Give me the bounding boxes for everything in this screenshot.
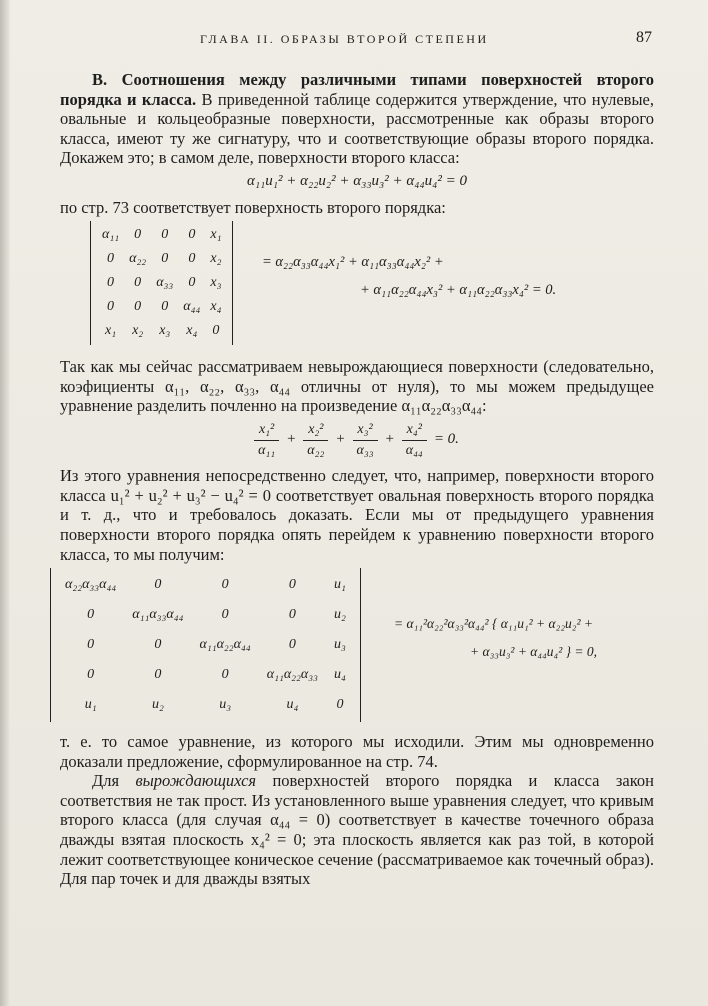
matrix-cell: α₃₃: [156, 275, 174, 291]
fraction-3-num: x₃²: [353, 420, 378, 441]
matrix-cell: 0: [134, 227, 142, 243]
determinant-2-rhs-line2: + α₃₃u₃² + α₄₄u₄² } = 0,: [470, 644, 598, 660]
paragraph-6: [60, 771, 654, 889]
fraction-4-num: x₄²: [402, 420, 427, 441]
fraction-1-num: x₁²: [254, 420, 279, 441]
matrix-cell: u₃: [334, 637, 346, 653]
fraction-2-num: x₂²: [303, 420, 328, 441]
determinant-2-rhs-line1: = α₁₁²α₂₂²α₃₃²α₄₄² { α₁₁u₁² + α₂₂u₂² +: [394, 616, 593, 632]
matrix-row: [97, 295, 226, 319]
running-head: [0, 29, 708, 52]
matrix-row: [57, 570, 354, 600]
matrix-cell: x₂: [132, 323, 144, 339]
determinant-1-block: [60, 221, 654, 351]
fraction-4: [402, 420, 427, 460]
matrix-cell: 0: [188, 251, 196, 267]
matrix-cell: x₂: [210, 251, 222, 267]
determinant-2-table: [57, 570, 354, 720]
determinant-1-table: [97, 223, 226, 343]
matrix-cell: 0: [288, 637, 296, 653]
matrix-row: [57, 660, 354, 690]
matrix-cell: 0: [212, 323, 220, 339]
matrix-cell: x₄: [210, 299, 222, 315]
paragraph-1-text: В приведенной таблице содержится утверждение, что нулевые, овальные и кольцеобразные поверхности, рассмотренные как образы второго класса, имеют ту же сигнатуру, что и соответствующие образы второго порядка. Докажем это; в самом деле, поверхности второго класса:: [60, 89, 654, 168]
matrix-cell: u₂: [151, 697, 164, 713]
determinant-2-block: [60, 568, 654, 726]
matrix-cell: u₃: [219, 697, 232, 713]
matrix-row: [97, 223, 226, 247]
paragraph-2: по стр. 73 соответствует поверхность второго порядка:: [60, 197, 446, 217]
matrix-cell: 0: [221, 577, 229, 593]
section-heading: B. Соотношения между различными типами поверхностей второго порядка и класса.: [60, 70, 654, 109]
page-number: 87: [636, 29, 652, 46]
matrix-cell: u₄: [286, 697, 299, 713]
matrix-cell: 0: [134, 275, 142, 291]
matrix-cell: 0: [221, 607, 229, 623]
paragraph-6-emphasis: вырождающихся: [135, 771, 257, 791]
matrix-cell: 0: [107, 299, 115, 315]
matrix-cell: 0: [161, 251, 169, 267]
matrix-row: [57, 600, 354, 630]
chapter-title: ГЛАВА II. ОБРАЗЫ ВТОРОЙ СТЕПЕНИ: [200, 32, 489, 46]
matrix-cell: 0: [107, 275, 115, 291]
fraction-equation: $\frac{\text{x₁²}}{\text{α₁₁}}$ + $\frac{\text{x₂²}}{\text{α₂₂}}$ + $\frac{\text{x₃²}}{\text{α₃₃}}$ + $\frac{\text{x₄²}}{\text{α₄₄}}$ = 0.: [60, 420, 654, 460]
matrix-row: [57, 630, 354, 660]
matrix-cell: 0: [161, 299, 169, 315]
fraction-4-den: α₄₄: [405, 442, 423, 458]
matrix-cell: u₄: [334, 667, 346, 683]
page-content: [60, 70, 654, 889]
matrix-row: [97, 247, 226, 271]
paragraph-5: т. е. то самое уравнение, из которого мы исходили. Этим мы одновременно доказали предложение, сформулированное на стр. 74.: [60, 732, 654, 771]
fraction-3: [353, 420, 378, 460]
matrix-cell: α₁₁α₂₂α₄₄: [199, 637, 251, 653]
matrix-row: [57, 690, 354, 720]
determinant-1: [90, 221, 233, 345]
matrix-cell: u₁: [334, 577, 346, 593]
matrix-cell: 0: [87, 637, 95, 653]
matrix-cell: x₁: [105, 323, 117, 339]
matrix-cell: x₃: [210, 275, 222, 291]
paragraph-6-start: Для: [92, 771, 136, 791]
page-binding-shadow: [0, 0, 10, 1006]
matrix-cell: 0: [154, 577, 162, 593]
matrix-cell: 0: [221, 667, 229, 683]
paragraph-3: Так как мы сейчас рассматриваем невырождающиеся поверхности (следовательно, коэфициенты α₁₁, α₂₂, α₃₃, α₄₄ отличны от нуля), то мы можем предыдущее уравнение разделить почленно на произведение α₁₁α₂₂α₃₃α₄₄:: [60, 357, 654, 416]
paragraph-4: Из этого уравнения непосредственно следует, что, например, поверхности второго класса u₁² + u₂² + u₃² − u₄² = 0 соответствует овальная поверхность второго порядка и т. д., что и требовалось доказать. Если мы от предыдущего уравнения поверхности второго порядка опять перейдем к уравнению поверхности второго класса, то мы получим:: [60, 466, 654, 564]
matrix-cell: α₁₁α₃₃α₄₄: [132, 607, 184, 623]
determinant-2: [50, 568, 361, 722]
determinant-1-rhs-line2: + α₁₁α₂₂α₄₄x₃² + α₁₁α₂₂α₃₃x₄² = 0.: [360, 282, 557, 299]
matrix-cell: 0: [154, 637, 162, 653]
matrix-cell: 0: [134, 299, 142, 315]
matrix-cell: 0: [288, 607, 296, 623]
fraction-2: [303, 420, 328, 460]
fraction-1: [254, 420, 279, 460]
matrix-cell: α₂₂α₃₃α₄₄: [65, 577, 117, 593]
matrix-cell: 0: [87, 607, 95, 623]
matrix-cell: x₃: [159, 323, 171, 339]
matrix-cell: u₂: [334, 607, 346, 623]
matrix-cell: 0: [154, 667, 162, 683]
matrix-cell: u₁: [84, 697, 97, 713]
matrix-cell: α₁₁: [102, 227, 120, 243]
matrix-cell: 0: [161, 227, 169, 243]
matrix-cell: x₁: [210, 227, 222, 243]
determinant-1-rhs-line1: = α₂₂α₃₃α₄₄x₁² + α₁₁α₃₃α₄₄x₂² +: [262, 254, 444, 271]
matrix-cell: 0: [188, 227, 196, 243]
matrix-cell: α₂₂: [129, 251, 147, 267]
matrix-cell: 0: [288, 577, 296, 593]
fraction-1-den: α₁₁: [258, 442, 276, 458]
fraction-2-den: α₂₂: [307, 442, 325, 458]
matrix-cell: α₄₄: [183, 299, 201, 315]
matrix-cell: x₄: [186, 323, 198, 339]
matrix-cell: 0: [336, 697, 344, 713]
matrix-cell: 0: [87, 667, 95, 683]
matrix-cell: 0: [188, 275, 196, 291]
fraction-equation-tail: = 0.: [433, 431, 459, 448]
matrix-cell: α₁₁α₂₂α₃₃: [266, 667, 318, 683]
fraction-3-den: α₃₃: [356, 442, 374, 458]
matrix-row: [97, 271, 226, 295]
formula-second-class-surface: α₁₁u₁² + α₂₂u₂² + α₃₃u₃² + α₄₄u₄² = 0: [246, 172, 468, 189]
matrix-row: [97, 319, 226, 343]
paragraph-6-text: поверхностей второго порядка и класса закон соответствия не так прост. Из установленного выше уравнения следует, что кривым второго класса (для случая α₄₄ = 0) соответствует в качестве точечного образа дважды взятая плоскость x₄² = 0; эта плоскость является как раз той, в которой лежит соответствующее коническое сечение (рассматриваемое как точечный образ). Для пар точек и для дважды взятых: [60, 771, 654, 889]
paragraph-1: [60, 70, 654, 168]
matrix-cell: 0: [107, 251, 115, 267]
